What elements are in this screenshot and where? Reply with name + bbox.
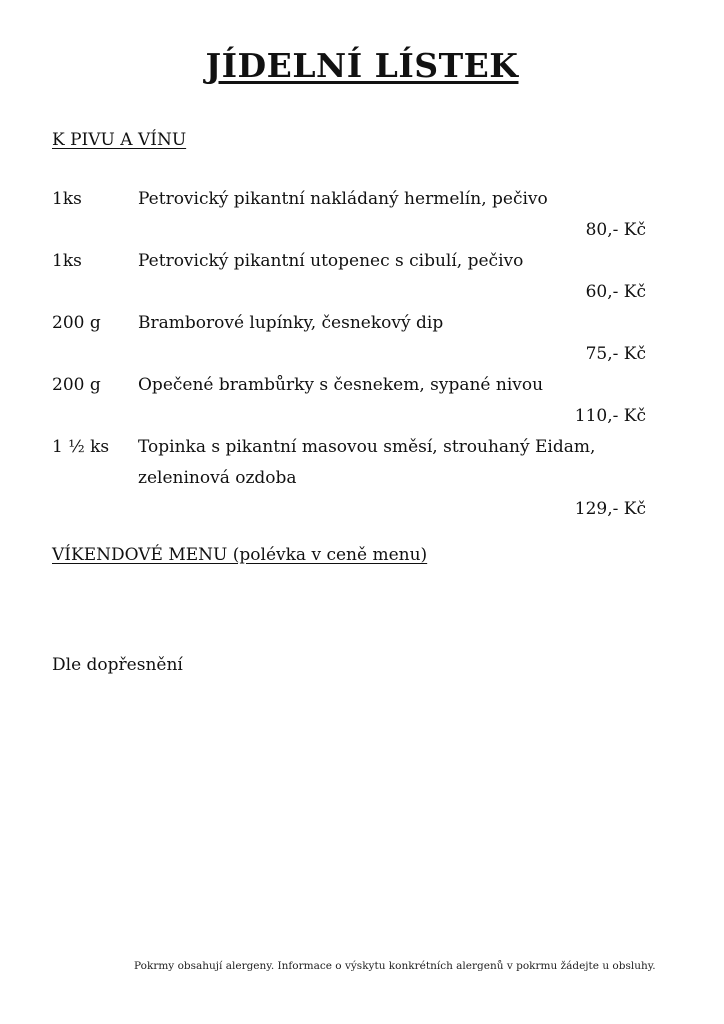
menu-item [52,184,652,246]
menu-item [52,370,652,432]
item-quantity: 1ks [52,251,82,271]
item-description: Opečené brambůrky s česnekem, sypané nivou [138,375,544,395]
menu-title: JÍDELNÍ LÍSTEK [205,46,519,85]
item-price: 129,- Kč [574,499,646,519]
menu-item-list [52,184,652,525]
item-description: Topinka s pikantní masovou směsí, strouhaný Eidam, zeleninová ozdoba [138,437,596,488]
item-price: 110,- Kč [574,406,646,426]
item-price: 60,- Kč [585,282,646,302]
section-heading-beer-wine: K PIVU A VÍNU [52,130,187,150]
menu-item [52,308,652,370]
item-quantity: 1 ½ ks [52,437,110,457]
item-price: 80,- Kč [585,220,646,240]
item-quantity: 1ks [52,189,82,209]
item-price: 75,- Kč [585,344,646,364]
item-description: Petrovický pikantní utopenec s cibulí, pečivo [138,251,524,271]
menu-item [52,432,652,525]
item-description: Petrovický pikantní nakládaný hermelín, pečivo [138,189,548,209]
item-description: Bramborové lupínky, česnekový dip [138,313,444,333]
weekend-menu-note: Dle dopřesnění [52,655,183,675]
allergen-footer-note: Pokrmy obsahují alergeny. Informace o výskytu konkrétních alergenů v pokrmu žádejte u obsluhy. [134,960,656,972]
item-quantity: 200 g [52,313,101,333]
menu-item [52,246,652,308]
section-heading-weekend-menu: VÍKENDOVÉ MENU (polévka v ceně menu) [52,545,428,565]
item-quantity: 200 g [52,375,101,395]
